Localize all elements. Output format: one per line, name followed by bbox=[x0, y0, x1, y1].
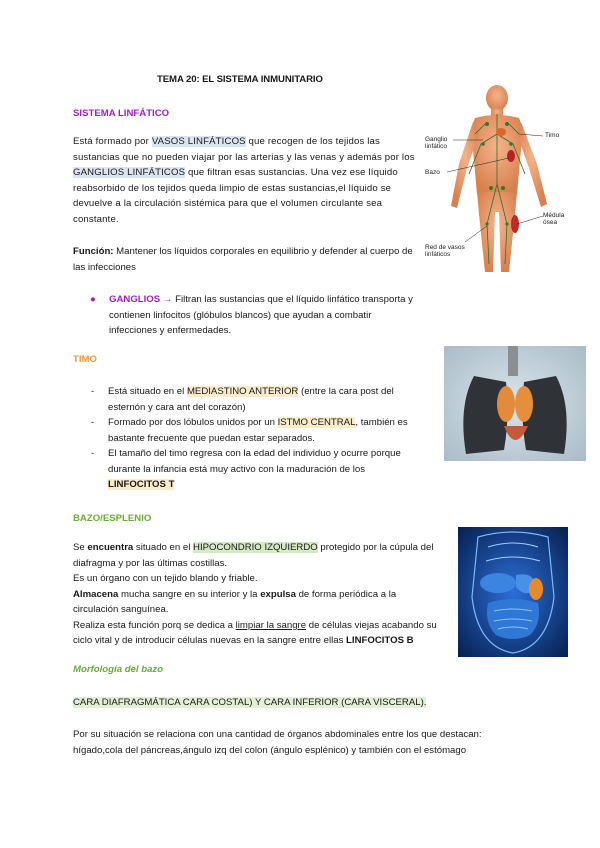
arrow: → bbox=[160, 294, 176, 305]
text-run: Formado por dos lóbulos unidos por un bbox=[108, 417, 278, 428]
bazo-line-2: Es un órgano con un tejido blando y friable. bbox=[73, 573, 258, 584]
bazo-line-3 bbox=[73, 587, 443, 618]
thymus-image bbox=[444, 346, 586, 461]
timo-item-1 bbox=[73, 384, 418, 415]
bazo-paragraph bbox=[73, 540, 443, 649]
spleen-image bbox=[458, 527, 568, 657]
funcion-paragraph bbox=[73, 244, 413, 275]
text-run: Está situado en el bbox=[108, 386, 187, 397]
page-title: TEMA 20: EL SISTEMA INMUNITARIO bbox=[157, 74, 323, 85]
label-medula-osea: Médula ósea bbox=[543, 212, 565, 226]
caras-line bbox=[73, 695, 426, 711]
highlight-mediastino: MEDIASTINO ANTERIOR bbox=[186, 386, 299, 397]
text-run: Realiza esta función porq se dedica a bbox=[73, 619, 236, 631]
underlined-text: limpiar la sangre bbox=[235, 619, 307, 631]
text-run: mucha sangre en su interior y la bbox=[118, 588, 261, 600]
bazo-line-1 bbox=[73, 540, 443, 571]
bullet-text: Filtran las sustancias que el líquido linfático transporta y contienen linfocitos (glóbulos blancos) que ayudan a combatir infecciones y enfermedades. bbox=[109, 294, 413, 336]
linfatico-paragraph bbox=[73, 134, 428, 227]
text-run: protegido por la cúpula del diafragma y por las últimas costillas. bbox=[73, 542, 434, 569]
highlight-ganglios-linfaticos: GANGLIOS LINFÁTICOS bbox=[73, 167, 186, 178]
text-run: que recogen de los tejidos las sustancias que no pueden viajar por las arterias y las venas y además por los bbox=[73, 136, 415, 163]
text-run: El tamaño del timo regresa con la edad del individuo y ocurre porque durante la infancia está muy activo con la maduración de los bbox=[108, 448, 401, 475]
text-bold: expulsa bbox=[260, 588, 296, 600]
text-bold: encuentra bbox=[87, 542, 134, 553]
subheading-morfologia: Morfología del bazo bbox=[73, 664, 164, 675]
label-timo: Timo bbox=[545, 132, 560, 139]
label-ganglio-linfatico: Ganglio linfático bbox=[425, 136, 448, 150]
relaciones-paragraph: Por su situación se relaciona con una cantidad de órganos abdominales entre los que destacan: hígado,cola del páncreas,ángulo izq del colon (ángulo esplénico) y también con el estómago bbox=[73, 729, 482, 756]
label-bazo: Bazo bbox=[425, 169, 440, 176]
label-red-vasos: Red de vasos linfáticos bbox=[425, 244, 465, 258]
text-bold: LINFOCITOS B bbox=[346, 635, 414, 646]
text-run: , también es bastante frecuente que puedan estar separados. bbox=[108, 417, 408, 444]
text-bold: Almacena bbox=[73, 588, 119, 600]
bullet-dot: ● bbox=[90, 294, 96, 305]
text-run: de forma periódica a la circulación sanguínea. bbox=[73, 588, 397, 615]
highlight-istmo: ISTMO CENTRAL bbox=[277, 417, 356, 428]
bazo-line-4 bbox=[73, 618, 443, 649]
highlight-caras-end: . bbox=[423, 697, 427, 708]
funcion-text: Mantener los líquidos corporales en equilibrio y defender al cuerpo de las infecciones bbox=[73, 246, 413, 273]
highlight-caras: CARA DIAFRAGMÁTICA CARA COSTAL) Y CARA INFERIOR (CARA VISCERAL) bbox=[73, 697, 424, 708]
highlight-vasos-linfaticos: VASOS LINFÁTICOS bbox=[151, 136, 246, 147]
highlight-hipocondrio: HIPOCONDRIO IZQUIERDO bbox=[193, 542, 318, 553]
text-run: (entre la cara post del esternón y cara ant del corazón) bbox=[108, 386, 394, 413]
text-run: situado en el bbox=[133, 542, 194, 553]
timo-item-3 bbox=[73, 446, 418, 493]
timo-item-2 bbox=[73, 415, 418, 446]
section-heading-linfatico: SISTEMA LINFÁTICO bbox=[73, 108, 170, 119]
timo-list bbox=[73, 384, 418, 493]
text-run: que filtran esas sustancias. Una vez ese líquido reabsorbido de los tejidos queda limpio de estas sustancias,el líquido se devuelve a la circulación sistémica para que el volumen circulante sea constante. bbox=[73, 167, 398, 225]
thymus-lungs-illustration bbox=[444, 346, 586, 461]
lymphatic-system-figure bbox=[425, 84, 585, 284]
text-run: de células viejas acabando su ciclo vital y de introducir células nuevas en la sangre entre ellas bbox=[73, 619, 437, 646]
abdomen-illustration bbox=[458, 527, 568, 657]
highlight-linfocitos-t: LINFOCITOS T bbox=[108, 479, 175, 490]
ganglios-bullet bbox=[90, 292, 420, 339]
bullet-ganglios-label: GANGLIOS bbox=[109, 294, 161, 305]
section-heading-timo: TIMO bbox=[73, 354, 97, 365]
text-run: Está formado por bbox=[73, 136, 152, 147]
text-run: Se bbox=[73, 542, 88, 553]
funcion-label: Función: bbox=[73, 246, 114, 257]
section-heading-bazo: BAZO/ESPLENIO bbox=[73, 513, 152, 524]
